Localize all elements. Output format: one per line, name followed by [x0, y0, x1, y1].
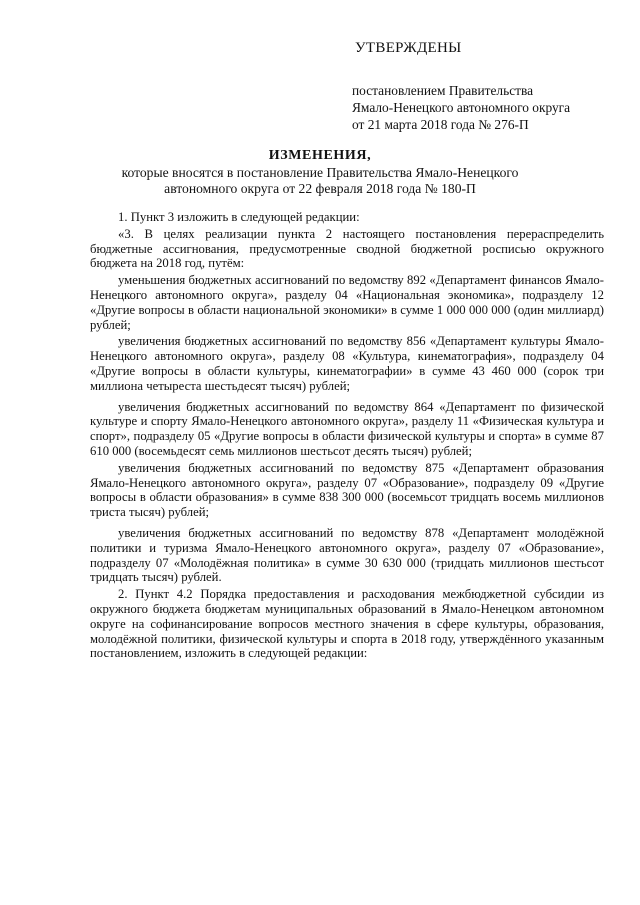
paragraph: увеличения бюджетных ассигнований по ведомству 875 «Департамент образования Ямало-Ненецкого автономного округа», разделу 07 «Образование», подразделу 09 «Другие вопросы в области образования» в сумме 838 300 000 (восемьсот тридцать восемь миллионов триста тысяч) рублей;: [90, 460, 604, 520]
approved-label: УТВЕРЖДЕНЫ: [355, 40, 462, 56]
decree-line: постановлением Правительства: [352, 83, 534, 98]
heading-line: которые вносятся в постановление Правительства Ямало-Ненецкого: [121, 165, 519, 180]
decree-reference: [352, 82, 570, 133]
paragraph: уменьшения бюджетных ассигнований по ведомству 892 «Департамент финансов Ямало-Ненецкого автономного округа», разделу 04 «Национальная экономика», подразделу 12 «Другие вопросы в области национальной экономики» в сумме 1 000 000 000 (один миллиард) рублей;: [90, 273, 604, 332]
paragraph: увеличения бюджетных ассигнований по ведомству 864 «Департамент по физической культуре и спорту Ямало-Ненецкого автономного округа», разделу 11 «Физическая культура и спорт», подразделу 05 «Другие вопросы в области физической культуры и спорта» в сумме 87 610 000 (восемьдесят семь миллионов шестьсот десять тысяч) рублей;: [90, 399, 604, 458]
paragraph: увеличения бюджетных ассигнований по ведомству 856 «Департамент культуры Ямало-Ненецкого автономного округа», разделу 08 «Культура, кинематография», подразделу 04 «Другие вопросы в области культуры, кинематографии» в сумме 43 460 000 (сорок три миллиона четыреста шестьдесят тысяч) рублей;: [90, 334, 604, 393]
document-heading: [0, 148, 640, 197]
heading-line: автономного округа от 22 февраля 2018 года № 180-П: [164, 181, 476, 196]
document-body: [90, 210, 604, 663]
paragraph: увеличения бюджетных ассигнований по ведомству 878 «Департамент молодёжной политики и туризма Ямало-Ненецкого автономного округа», разделу 07 «Образование», подразделу 07 «Молодёжная политика» в сумме 30 630 000 (тридцать миллионов шестьсот тридцать тысяч) рублей.: [90, 525, 604, 585]
paragraph: «3. В целях реализации пункта 2 настоящего постановления перераспределить бюджетные ассигнования, предусмотренные сводной бюджетной росписью окружного бюджета на 2018 год, путём:: [90, 226, 604, 271]
document-title: ИЗМЕНЕНИЯ,: [268, 148, 372, 163]
decree-line: от 21 марта 2018 года № 276-П: [352, 117, 529, 132]
decree-line: Ямало-Ненецкого автономного округа: [352, 100, 571, 115]
paragraph: 2. Пункт 4.2 Порядка предоставления и расходования межбюджетной субсидии из окружного бюджета бюджетам муниципальных образований в Ямало-Ненецком автономном округе на софинансирование вопросов местного значения в сфере культуры, образования, молодёжной политики, физической культуры и спорта в 2018 году, утверждённого указанным постановлением, изложить в следующей редакции:: [90, 587, 604, 661]
paragraph: 1. Пункт 3 изложить в следующей редакции:: [118, 210, 360, 224]
